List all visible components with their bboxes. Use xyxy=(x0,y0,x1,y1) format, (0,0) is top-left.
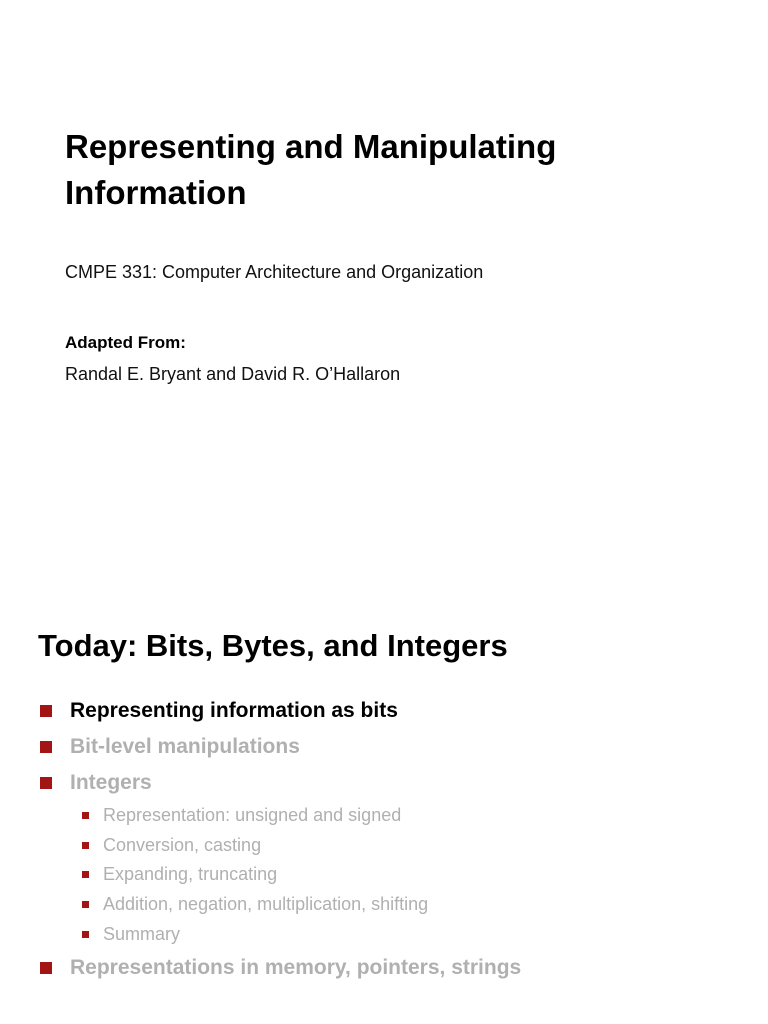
sub-bullet-item xyxy=(82,863,277,885)
sub-bullet-square-icon xyxy=(82,901,89,908)
sub-bullet-item xyxy=(82,923,180,945)
sub-bullet-square-icon xyxy=(82,842,89,849)
sub-bullet-square-icon xyxy=(82,931,89,938)
bullet-item xyxy=(40,734,300,760)
sub-bullet-square-icon xyxy=(82,812,89,819)
adapted-from-label: Adapted From: xyxy=(65,333,186,352)
sub-bullet-square-icon xyxy=(82,871,89,878)
bullet-text: Integers xyxy=(70,771,152,794)
bullet-item xyxy=(40,955,521,981)
course-name: CMPE 331: Computer Architecture and Organization xyxy=(65,262,484,282)
sub-bullet-item xyxy=(82,804,401,826)
sub-bullet-text: Representation: unsigned and signed xyxy=(103,804,402,825)
bullet-item xyxy=(40,770,152,796)
bullet-text: Representing information as bits xyxy=(70,699,398,722)
sub-bullet-text: Expanding, truncating xyxy=(103,863,278,884)
authors: Randal E. Bryant and David R. O’Hallaron xyxy=(65,364,401,384)
bullet-square-icon xyxy=(40,705,52,717)
sub-bullet-text: Summary xyxy=(103,923,181,944)
agenda-title: Today: Bits, Bytes, and Integers xyxy=(38,628,508,663)
sub-bullet-item xyxy=(82,834,261,856)
sub-bullet-text: Addition, negation, multiplication, shifting xyxy=(103,893,429,914)
slide-title: Representing and Manipulating Information xyxy=(65,128,557,211)
bullet-item xyxy=(40,698,398,724)
sub-bullet-text: Conversion, casting xyxy=(103,834,262,855)
bullet-square-icon xyxy=(40,777,52,789)
sub-bullet-item xyxy=(82,893,428,915)
bullet-text: Representations in memory, pointers, strings xyxy=(70,956,522,979)
bullet-text: Bit-level manipulations xyxy=(70,735,300,758)
bullet-square-icon xyxy=(40,962,52,974)
agenda-slide xyxy=(0,590,768,1024)
bullet-square-icon xyxy=(40,741,52,753)
